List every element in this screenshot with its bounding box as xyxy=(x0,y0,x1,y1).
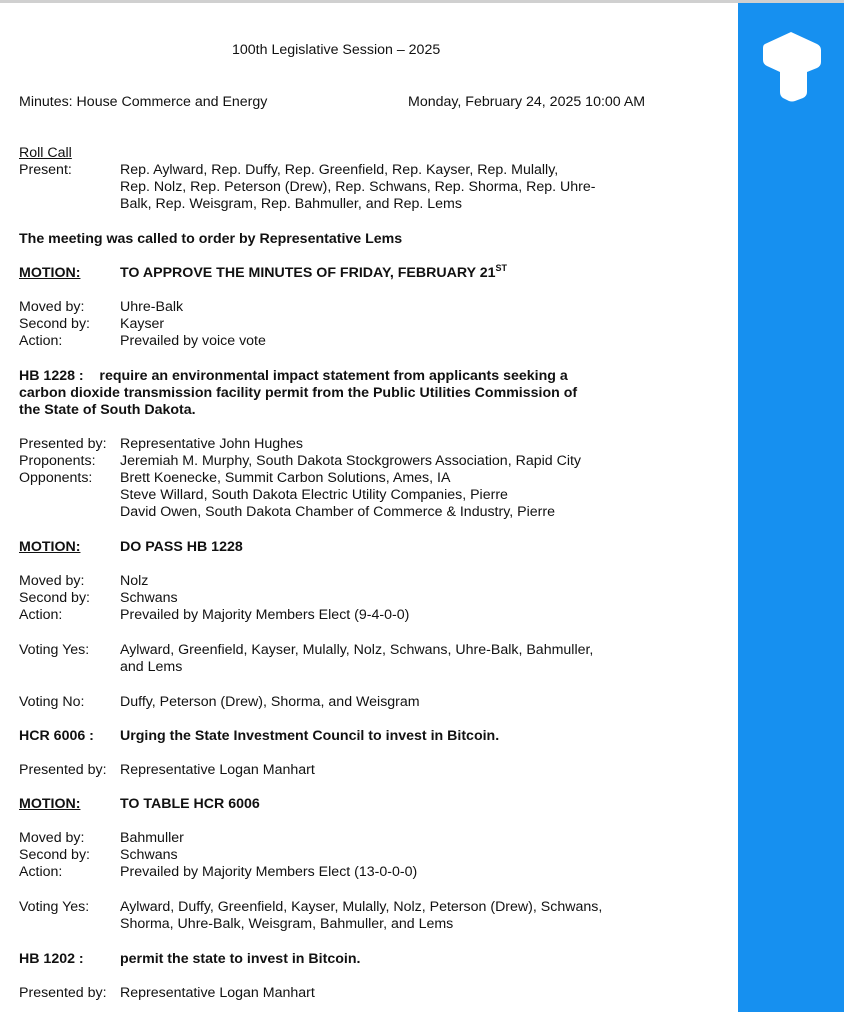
meeting-datetime: Monday, February 24, 2025 10:00 AM xyxy=(408,94,646,110)
present-label: Present: xyxy=(19,162,72,178)
bill-title-line: the State of South Dakota. xyxy=(19,402,196,418)
resolution-label: HCR 6006 : xyxy=(19,728,94,744)
moved-value: Bahmuller xyxy=(120,830,184,846)
moved-value: Uhre-Balk xyxy=(120,299,184,315)
session-title: 100th Legislative Session – 2025 xyxy=(232,42,441,58)
motion-title: DO PASS HB 1228 xyxy=(120,539,243,555)
second-label: Second by: xyxy=(19,590,90,606)
action-value: Prevailed by Majority Members Elect (9-4-0-0) xyxy=(120,607,410,623)
present-line: Rep. Aylward, Rep. Duffy, Rep. Greenfield, Rep. Kayser, Rep. Mulally, xyxy=(120,162,559,178)
action-label: Action: xyxy=(19,607,63,623)
present-line: Rep. Nolz, Rep. Peterson (Drew), Rep. Schwans, Rep. Shorma, Rep. Uhre- xyxy=(120,179,596,195)
moved-label: Moved by: xyxy=(19,830,85,846)
bill-label: HB 1202 : xyxy=(19,951,84,967)
minutes-committee: Minutes: House Commerce and Energy xyxy=(19,94,268,110)
second-value: Kayser xyxy=(120,316,165,332)
right-sidebar xyxy=(738,3,844,1012)
voting-yes-line: Aylward, Greenfield, Kayser, Mulally, Nolz, Schwans, Uhre-Balk, Bahmuller, xyxy=(120,642,594,658)
motion-title: TO TABLE HCR 6006 xyxy=(120,796,260,812)
second-value: Schwans xyxy=(120,847,178,863)
resolution-title: Urging the State Investment Council to invest in Bitcoin. xyxy=(120,728,500,744)
motion-label: MOTION: xyxy=(19,796,81,812)
moved-label: Moved by: xyxy=(19,573,85,589)
moved-value: Nolz xyxy=(120,573,149,589)
presented-label: Presented by: xyxy=(19,762,107,778)
action-label: Action: xyxy=(19,333,63,349)
bill-title-line: HB 1228 : require an environmental impact statement from applicants seeking a xyxy=(19,368,568,384)
opponent-item: Steve Willard, South Dakota Electric Utility Companies, Pierre xyxy=(120,487,508,503)
ordinal-suffix: ST xyxy=(495,263,508,273)
app-logo-icon[interactable] xyxy=(761,30,823,102)
second-label: Second by: xyxy=(19,316,90,332)
motion-title: TO APPROVE THE MINUTES OF FRIDAY, FEBRUARY 21ST xyxy=(120,263,508,281)
proponents-value: Jeremiah M. Murphy, South Dakota Stockgrowers Association, Rapid City xyxy=(120,453,582,469)
voting-no-value: Duffy, Peterson (Drew), Shorma, and Weisgram xyxy=(120,694,420,710)
second-value: Schwans xyxy=(120,590,178,606)
motion-label: MOTION: xyxy=(19,539,81,555)
call-to-order: The meeting was called to order by Representative Lems xyxy=(19,231,403,247)
moved-label: Moved by: xyxy=(19,299,85,315)
opponents-label: Opponents: xyxy=(19,470,93,486)
voting-yes-line: Aylward, Duffy, Greenfield, Kayser, Mulally, Nolz, Peterson (Drew), Schwans, xyxy=(120,899,603,915)
opponent-item: Brett Koenecke, Summit Carbon Solutions, Ames, IA xyxy=(120,470,451,486)
action-value: Prevailed by voice vote xyxy=(120,333,266,349)
motion-label: MOTION: xyxy=(19,265,81,281)
presented-label: Presented by: xyxy=(19,985,107,1001)
voting-yes-label: Voting Yes: xyxy=(19,642,90,658)
presented-label: Presented by: xyxy=(19,436,107,452)
voting-yes-line: Shorma, Uhre-Balk, Weisgram, Bahmuller, and Lems xyxy=(120,916,454,932)
voting-yes-label: Voting Yes: xyxy=(19,899,90,915)
proponents-label: Proponents: xyxy=(19,453,96,469)
voting-no-label: Voting No: xyxy=(19,694,85,710)
roll-call-heading: Roll Call xyxy=(19,145,72,161)
action-value: Prevailed by Majority Members Elect (13-0-0-0) xyxy=(120,864,418,880)
opponent-item: David Owen, South Dakota Chamber of Commerce & Industry, Pierre xyxy=(120,504,555,520)
voting-yes-line: and Lems xyxy=(120,659,183,675)
presented-value: Representative Logan Manhart xyxy=(120,762,315,778)
action-label: Action: xyxy=(19,864,63,880)
presented-value: Representative Logan Manhart xyxy=(120,985,315,1001)
presented-value: Representative John Hughes xyxy=(120,436,303,452)
second-label: Second by: xyxy=(19,847,90,863)
bill-title: permit the state to invest in Bitcoin. xyxy=(120,951,361,967)
present-line: Balk, Rep. Weisgram, Rep. Bahmuller, and Rep. Lems xyxy=(120,196,462,212)
bill-title-line: carbon dioxide transmission facility permit from the Public Utilities Commission of xyxy=(19,385,578,401)
